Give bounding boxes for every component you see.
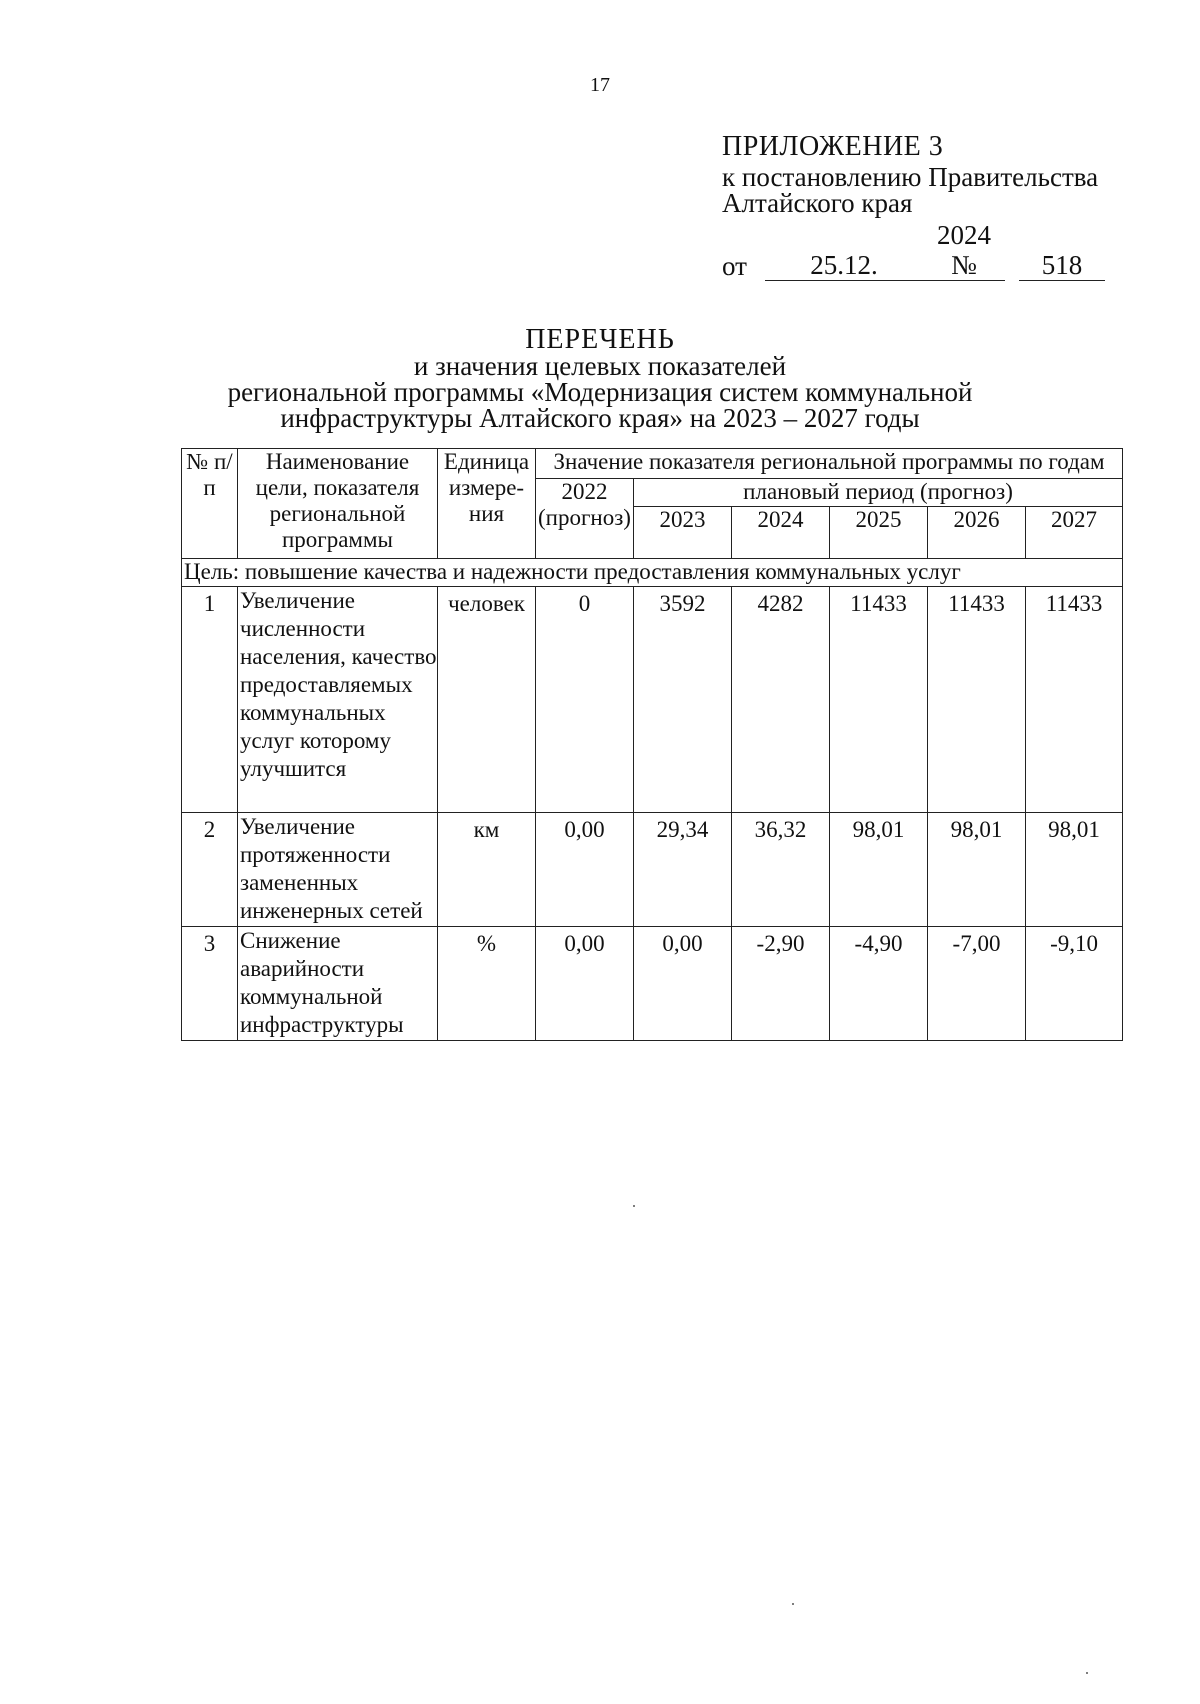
heading-line-3: инфраструктуры Алтайского края» на 2023 – 2027 годы [280,403,920,433]
row-value: 11433 [830,587,928,813]
row-num: 1 [182,587,238,813]
appendix-line-2: Алтайского края [722,188,913,218]
row-unit: % [438,927,536,1041]
date-prefix: от [722,251,747,281]
row-value: 36,32 [732,813,830,927]
heading-title: ПЕРЕЧЕНЬ [525,324,675,355]
row-value: 98,01 [830,813,928,927]
row-unit: человек [438,587,536,813]
row-name: Увеличение численности населения, качество предоставляемых коммунальных услуг которому улучшится [238,587,438,813]
row-name: Снижение аварийности коммунальной инфраструктуры [238,927,438,1041]
row-value: -4,90 [830,927,928,1041]
appendix-block [722,132,1105,281]
row-name: Увеличение протяженности замененных инженерных сетей [238,813,438,927]
row-value: -7,00 [928,927,1026,1041]
table-row [182,813,1123,927]
scan-speck [633,1205,635,1207]
scan-speck [1086,1672,1088,1674]
scan-speck [792,1603,794,1605]
row-value: 98,01 [1026,813,1123,927]
header-unit: Единица измере-ния [438,449,536,559]
indicators-table [181,448,1123,1041]
row-num: 3 [182,927,238,1041]
row-value: 4282 [732,587,830,813]
appendix-date-line [722,220,1105,281]
row-value: 3592 [634,587,732,813]
row-num: 2 [182,813,238,927]
date-day: 25.12. [765,250,923,281]
row-value: 11433 [1026,587,1123,813]
row-value: 0,00 [536,927,634,1041]
header-year: 2026 [928,507,1026,559]
header-year: 2023 [634,507,732,559]
heading-line-1: и значения целевых показателей [413,351,787,381]
row-value: -2,90 [732,927,830,1041]
row-value: 0 [536,587,634,813]
row-value: 0,00 [634,927,732,1041]
date-year: 2024 № [923,220,1005,281]
header-num: № п/п [182,449,238,559]
heading-line-2: региональной программы «Модернизация систем коммунальной [227,377,973,407]
header-plan-period: плановый период (прогноз) [634,479,1123,507]
appendix-line-1: к постановлению Правительства [722,162,1099,192]
doc-number: 518 [1019,250,1105,281]
table-row [182,927,1123,1041]
appendix-title: ПРИЛОЖЕНИЕ 3 [722,131,944,162]
row-value: 0,00 [536,813,634,927]
table-row [182,587,1123,813]
header-name: Наименование цели, показателя региональной программы [238,449,438,559]
row-value: 11433 [928,587,1026,813]
page-number: 17 [590,74,610,96]
row-value: 29,34 [634,813,732,927]
row-value: 98,01 [928,813,1026,927]
header-year: 2027 [1026,507,1123,559]
header-values: Значение показателя региональной программы по годам [536,449,1123,479]
header-year: 2025 [830,507,928,559]
row-unit: км [438,813,536,927]
header-base-year: 2022 (прогноз) [536,479,634,559]
goal-row: Цель: повышение качества и надежности предоставления коммунальных услуг [182,559,1123,587]
row-value: -9,10 [1026,927,1123,1041]
document-heading [0,324,1200,433]
header-year: 2024 [732,507,830,559]
